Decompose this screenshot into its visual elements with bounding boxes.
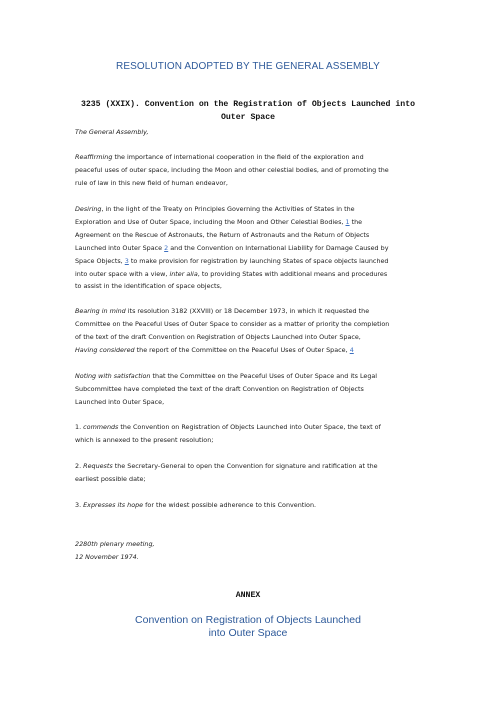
commends-emphasis: commends xyxy=(83,423,119,431)
desiring-line-2: Exploration and Use of Outer Space, including the Moon and Other Celestial Bodies, xyxy=(75,217,344,226)
noting-line-1: that the Committee on the Peaceful Uses of Outer Space and its Legal xyxy=(150,372,378,380)
reaffirming-line-1: the importance of international cooperation in the field of the exploration and xyxy=(112,153,364,161)
reaffirming-line-2: peaceful uses of outer space, including the Moon and other celestial bodies, and of promoting the xyxy=(75,165,389,174)
desiring-line-5a: Space Objects, xyxy=(75,256,123,265)
annex-title-line-2: into Outer Space xyxy=(208,627,288,639)
expresses-hope-emphasis: Expresses its hope xyxy=(83,501,144,509)
paragraph-3-number: 3. xyxy=(75,501,84,509)
paragraph-2-line-2: earliest possible date; xyxy=(75,474,146,483)
desiring-line-3: Agreement on the Rescue of Astronauts, the Return of Astronauts and the Return of Objects xyxy=(75,230,370,239)
paragraph-desiring xyxy=(75,203,425,293)
requests-emphasis: Requests xyxy=(83,462,113,470)
desiring-line-4a: Launched into Outer Space xyxy=(75,243,163,252)
desiring-line-6a: into outer space with a view, xyxy=(75,269,170,278)
desiring-line-7: to assist in the identification of space objects, xyxy=(75,282,222,291)
annex-label: ANNEX xyxy=(235,591,261,600)
operative-paragraph-2 xyxy=(75,460,425,486)
resolution-title-line-1: 3235 (XXIX). Convention on the Registration of Objects Launched into xyxy=(80,100,416,109)
desiring-line-6b: , to providing States with additional means and procedures xyxy=(197,269,388,278)
desiring-line-4b: and the Convention on International Liability for Damage Caused by xyxy=(168,243,389,252)
inter-alia-emphasis: inter alia xyxy=(169,269,198,278)
operative-paragraph-3 xyxy=(75,499,425,512)
desiring-emphasis: Desiring xyxy=(75,205,102,213)
paragraph-2-line-1: the Secretary-General to open the Convention for signature and ratification at the xyxy=(112,462,378,470)
noting-emphasis: Noting with satisfaction xyxy=(75,372,151,380)
desiring-line-5b: to make provision for registration by launching States of space objects launched xyxy=(128,256,389,265)
desiring-line-1: , in the light of the Treaty on Principles Governing the Activities of States in the xyxy=(101,205,355,213)
having-line-1: the report of the Committee on the Peaceful Uses of Outer Space, xyxy=(134,346,348,354)
paragraph-noting xyxy=(75,370,425,409)
preamble-general-assembly xyxy=(75,126,425,139)
footnote-link-3[interactable]: 3 xyxy=(124,256,129,265)
paragraph-1-line-2: which is annexed to the present resolution; xyxy=(75,435,214,444)
reaffirming-emphasis: Reaffirming xyxy=(75,153,113,161)
paragraph-bearing-in-mind xyxy=(75,305,425,344)
annex-title xyxy=(0,614,496,640)
footnote-link-4[interactable]: 4 xyxy=(349,346,354,354)
bearing-line-1: its resolution 3182 (XXVIII) or 18 December 1973, in which it requested the xyxy=(125,307,370,315)
plenary-meeting-line: 2280th plenary meeting, xyxy=(75,540,155,548)
footnote-link-1[interactable]: 1 xyxy=(345,217,350,226)
resolution-title-line-2: Outer Space xyxy=(220,113,276,122)
annex-title-line-1: Convention on Registration of Objects Launched xyxy=(135,614,361,626)
paragraph-2-number: 2. xyxy=(75,462,84,470)
general-assembly-text: The General Assembly, xyxy=(75,128,149,136)
resolution-heading: RESOLUTION ADOPTED BY THE GENERAL ASSEMBLY xyxy=(116,61,380,72)
meeting-date-line: 12 November 1974. xyxy=(75,552,139,561)
bearing-emphasis: Bearing in mind xyxy=(75,307,126,315)
bearing-line-3: of the text of the draft Convention on Registration of Objects Launched into Outer Space, xyxy=(75,332,361,341)
noting-line-3: Launched into Outer Space, xyxy=(75,397,165,406)
paragraph-1-number: 1. xyxy=(75,423,84,431)
paragraph-having-considered xyxy=(75,344,425,357)
paragraph-reaffirming xyxy=(75,151,425,190)
paragraph-1-line-1: the Convention on Registration of Objects Launched into Outer Space, the text of xyxy=(118,423,381,431)
meeting-signature xyxy=(75,538,425,564)
bearing-line-2: Committee on the Peaceful Uses of Outer Space to consider as a matter of priority the completion xyxy=(75,319,390,328)
operative-paragraph-1 xyxy=(75,421,425,447)
footnote-link-2[interactable]: 2 xyxy=(164,243,169,252)
paragraph-3-line-1: for the widest possible adherence to this Convention. xyxy=(143,501,317,509)
noting-line-2: Subcommittee have completed the text of the draft Convention on Registration of Objects xyxy=(75,384,364,393)
desiring-line-2b: the xyxy=(349,217,363,226)
reaffirming-line-3: rule of law in this new field of human endeavor, xyxy=(75,178,228,187)
having-emphasis: Having considered xyxy=(75,346,135,354)
resolution-title xyxy=(60,98,436,124)
